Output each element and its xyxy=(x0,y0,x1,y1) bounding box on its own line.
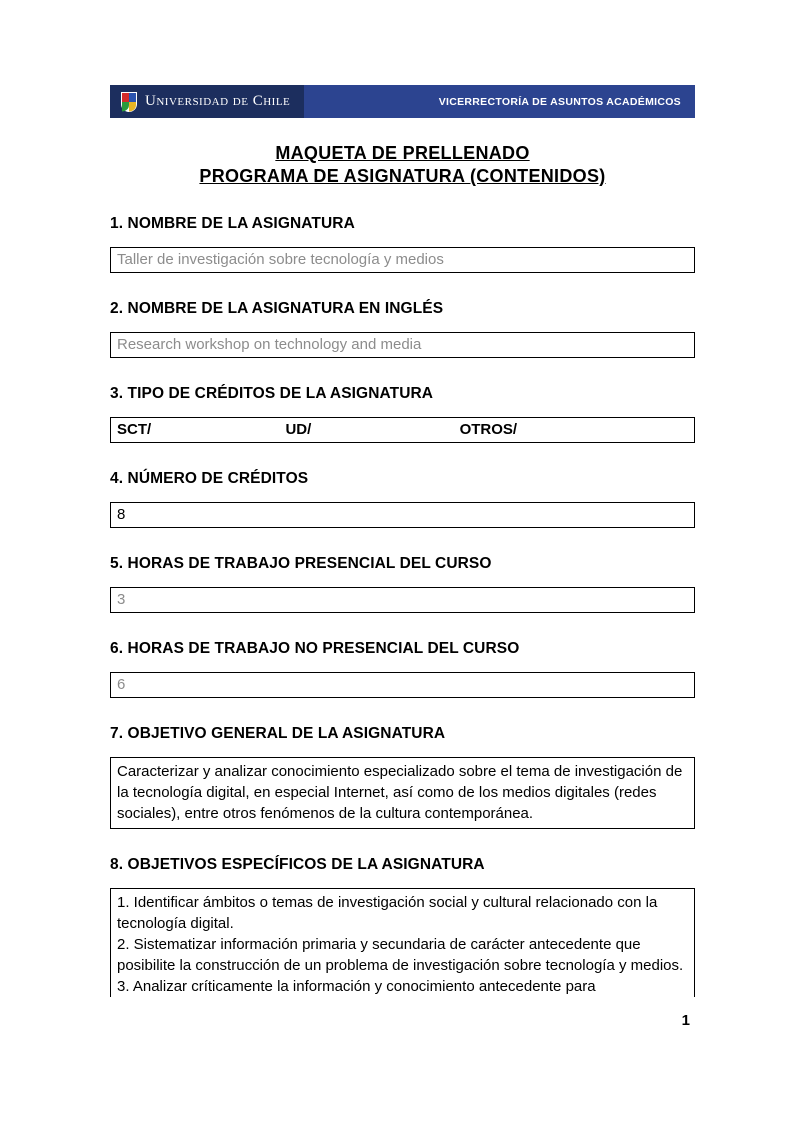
universidad-de-chile-crest-icon xyxy=(120,91,138,113)
header-banner xyxy=(110,85,695,118)
section-objetivo-general xyxy=(110,725,695,829)
section-nombre-ingles xyxy=(110,300,695,358)
objetivo-especifico-item: 2. Sistematizar información primaria y secundaria de carácter antecedente que posibilite la construcción de un problema de investigación sobre tecnología y medios. xyxy=(117,936,684,974)
section-2-heading: 2. NOMBRE DE LA ASIGNATURA EN INGLÉS xyxy=(110,300,444,317)
section-tipo-creditos xyxy=(110,385,695,443)
section-7-heading: 7. OBJETIVO GENERAL DE LA ASIGNATURA xyxy=(110,725,446,742)
banner-logo-area xyxy=(110,85,304,118)
section-numero-creditos xyxy=(110,470,695,528)
banner-department-area xyxy=(304,85,695,118)
horas-presencial-field[interactable]: 3 xyxy=(110,587,695,613)
section-5-heading: 5. HORAS DE TRABAJO PRESENCIAL DEL CURSO xyxy=(110,555,492,572)
document-title xyxy=(110,142,695,188)
title-line-1: MAQUETA DE PRELLENADO xyxy=(275,143,530,163)
nombre-ingles-field[interactable]: Research workshop on technology and media xyxy=(110,332,695,358)
section-1-heading: 1. NOMBRE DE LA ASIGNATURA xyxy=(110,215,355,232)
objetivo-especifico-item: 3. Analizar críticamente la información y conocimiento antecedente para xyxy=(117,978,596,995)
objetivos-especificos-field[interactable] xyxy=(110,888,695,997)
nombre-asignatura-field[interactable]: Taller de investigación sobre tecnología y medios xyxy=(110,247,695,273)
objetivo-especifico-item: 1. Identificar ámbitos o temas de investigación social y cultural relacionado con la tecnología digital. xyxy=(117,894,658,932)
ud-option-label: UD/ xyxy=(285,421,312,438)
section-4-heading: 4. NÚMERO DE CRÉDITOS xyxy=(110,470,309,487)
university-name: Universidad de Chile xyxy=(145,93,291,109)
horas-no-presencial-field[interactable]: 6 xyxy=(110,672,695,698)
document-content xyxy=(110,85,695,997)
section-8-heading: 8. OBJETIVOS ESPECÍFICOS DE LA ASIGNATURA xyxy=(110,856,485,873)
otros-option-label: OTROS/ xyxy=(459,421,518,438)
section-horas-no-presencial xyxy=(110,640,695,698)
department-name: VICERRECTORÍA DE ASUNTOS ACADÉMICOS xyxy=(438,95,681,108)
section-objetivos-especificos xyxy=(110,856,695,997)
section-3-heading: 3. TIPO DE CRÉDITOS DE LA ASIGNATURA xyxy=(110,385,434,402)
title-line-2: PROGRAMA DE ASIGNATURA (CONTENIDOS) xyxy=(199,166,606,186)
section-nombre xyxy=(110,215,695,273)
tipo-creditos-field[interactable] xyxy=(110,417,695,443)
section-horas-presencial xyxy=(110,555,695,613)
numero-creditos-field[interactable]: 8 xyxy=(110,502,695,528)
page-number: 1 xyxy=(681,1012,690,1029)
section-6-heading: 6. HORAS DE TRABAJO NO PRESENCIAL DEL CURSO xyxy=(110,640,520,657)
sct-option-label: SCT/ xyxy=(117,421,152,438)
objetivo-general-field[interactable]: Caracterizar y analizar conocimiento especializado sobre el tema de investigación de la tecnología digital, en especial Internet, así como de los medios digitales (redes sociales), entre otros fenómenos de la cultura contemporánea. xyxy=(110,757,695,829)
